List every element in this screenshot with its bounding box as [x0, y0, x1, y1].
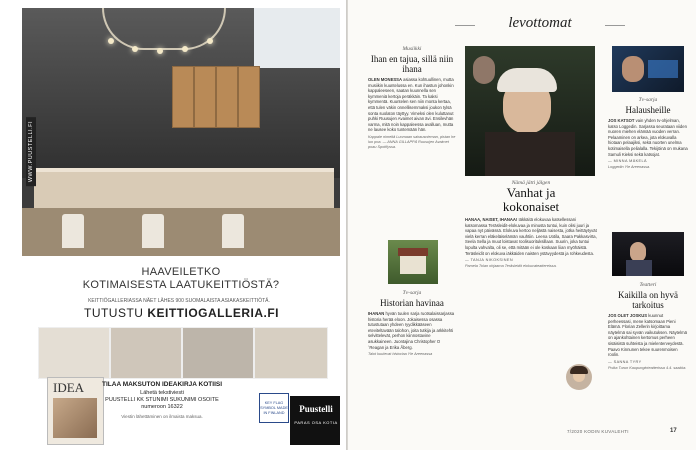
loggedin-kicker: Tv-sarja [638, 97, 658, 103]
ad-side-url: WWW.PUUSTELLI.FI [26, 117, 36, 186]
loggedin-caption: Loggedin Yle Areenassa. [608, 165, 651, 170]
music-headline: Ihan en tajua, sillä niin ihana [370, 54, 454, 74]
music-caption: Kappale nimeltä Luomaan sairausnieman, pistan he luo poa. — ANNA GILLAPPÄ Ruusujen Avaimet poau Spotifyssa. [368, 134, 456, 149]
history-kicker: Tv-sarja [402, 290, 422, 296]
history-caption: Talot kuulevat historiaa Yle Areenassa [368, 352, 433, 357]
ad-headline: HAAVEILETKO KOTIMAISESTA LAATUKEITTIÖSTÄ? [82, 266, 280, 291]
loggedin-photo [612, 46, 684, 92]
title-rule-right [605, 25, 625, 26]
author-portrait [566, 364, 592, 390]
ad-cta[interactable]: TUTUSTU KEITTIOGALLERIA.FI [83, 306, 279, 320]
kitchen-ad [22, 8, 340, 445]
steel-ladies-kicker: Nämä jätti jälgen [511, 180, 551, 186]
steel-ladies-caption: Pamela Tolan ohjaama Teräsleidit elokuvateattereissa. [465, 264, 557, 269]
section-title: levottomat [508, 15, 572, 31]
theatre-headline: Kaikilla on hyvä tarkoitus [618, 290, 678, 310]
theatre-kicker: Teatteri [639, 282, 657, 288]
music-body: OLEN MONESSA asiassa kohtuullinen, mutta musiikin kuuntelussa en. Kun ihastun johonkin kappaleeseen, saatan kuunnella sen kymmeniä kertoja peräkkäin. Ta kaksi kymmentä. Kuuntelen sen niin monta kertaa, että tulen väkin onnellisemmaksi joukon tylsä sonta suolaton täyttyy. Vimeksi olen kuluttanut puhki Ruusujen Avaimet aivan ävi. Ensilevhän varma, mitä noin kappaleessa avalluan, mutta ne lausee koko tuntemään hän. [368, 77, 454, 133]
theatre-body: JOS OLET JOSKUS kuunnut perheessasi, mene katsomaan Pieni Elämä. Florian Zellerin kirjoittama näytelmä sai syvän vaikutuksen. Näytelmä on ajankohtainen kertomus perheen sisäisistä suhteista ja mielenterveydestä. Paavo Kinnunen tekee suurenmoisen roolin. [608, 313, 687, 358]
steel-ladies-photo [465, 46, 595, 176]
page-number: 17 [670, 428, 677, 434]
history-headline: Historian havinaa [380, 298, 444, 308]
loggedin-signature: — MINNA MÄKELÄ [608, 159, 647, 164]
steel-ladies-column [465, 180, 597, 269]
kitchen-photo [22, 8, 340, 256]
idea-booklet: IDEA [47, 377, 104, 445]
puustelli-logo: Puustelli PARAS OSA KOTIA [290, 396, 340, 445]
theatre-column [608, 282, 688, 371]
theatre-photo [612, 232, 684, 276]
loggedin-headline: Halausheille [625, 105, 671, 115]
title-rule-left [455, 25, 475, 26]
history-photo [388, 240, 438, 284]
ad-subline: KEITTIÖGALLERIASSA NÄET LÄHES 900 SUOMALAISTA ASIAKASKEITTIÖTÄ. [88, 298, 270, 304]
music-kicker: Musiikki [402, 46, 422, 52]
steel-ladies-signature: — TANJA NIKOKSINEN [465, 258, 513, 263]
theatre-caption: Poika Turun Kaupunginteatterissa 4.4. saakka. [608, 365, 687, 370]
music-column [368, 46, 456, 150]
order-info: TILAA MAKSUTON IDEAKIRJA KOTIISI Lähetä tekstiviesti PUUSTELLI KK STUNIMI SUKUNIMI OSOITE numeroon 16322 Viestin lähettäminen on ilmaista maksua. [102, 381, 223, 419]
issue-footer: 7/2020 KODIN KUVALEHTI [567, 429, 629, 434]
theatre-signature: — SANNA TYRY [608, 359, 642, 364]
steel-ladies-headline: Vanhat ja kokonaiset [502, 185, 560, 214]
history-column [368, 290, 456, 357]
loggedin-body: JOS KATSOT vain yhden tv-ohjelman, katso Loggedin. Sarjassa seurataan viiden nuoren miehen elämää vuoden verran. Pelaaminen on arkea, jota elokuvalla hiotaan pelaajiksi, sekä nuorten unelma kotimaisella pelialalla. Tekijöinä on mukana Samuli Kieksi sekä katsojat. [608, 118, 688, 157]
history-body: IHANAN hyvän tuulen sarja ruotsalaissarjassa historia herää eloon. Jokaisessa osassa tutustutaan yhdeen ryydikkääseen eteviteltavään talohon, joita tutkija ja arkkitehti selvittelevät, perhon kiinnostavine asukkaineen. Juontajina Christopher O´Reagan ja Erika Åberg. [368, 311, 455, 350]
made-in-finland-badge: KEY FLAG SYMBOL MADE IN FINLAND [259, 393, 289, 423]
steel-ladies-body: HANAA, NAISET, IHANAA! Iäkkäitä elokuvaa katsellessani katsomassa Teräsleidit-elokuvaa ja minusta tuntui, kuin olisi juuri ja vapaa nyt päivässä. Elokuva kertoo neljästä naisesta, jotka heittäytyvät vielä kerran eläkeläiselämän vauhtiin. Leena Uotila, Saara Pakkasvirta, Seela Sella ja muut loistavat roolisuorituksillaan. Suurin, joka tuntui lopulta vahvalta, oli se, että mitään ei ole koskaan liian myöhäistä. Teräsleidit on elokuva iäkkäiden naisten ystävyydestä ja rohkeudesta. [465, 217, 597, 256]
loggedin-column [608, 97, 688, 170]
kitchen-gallery-strip [38, 327, 326, 377]
